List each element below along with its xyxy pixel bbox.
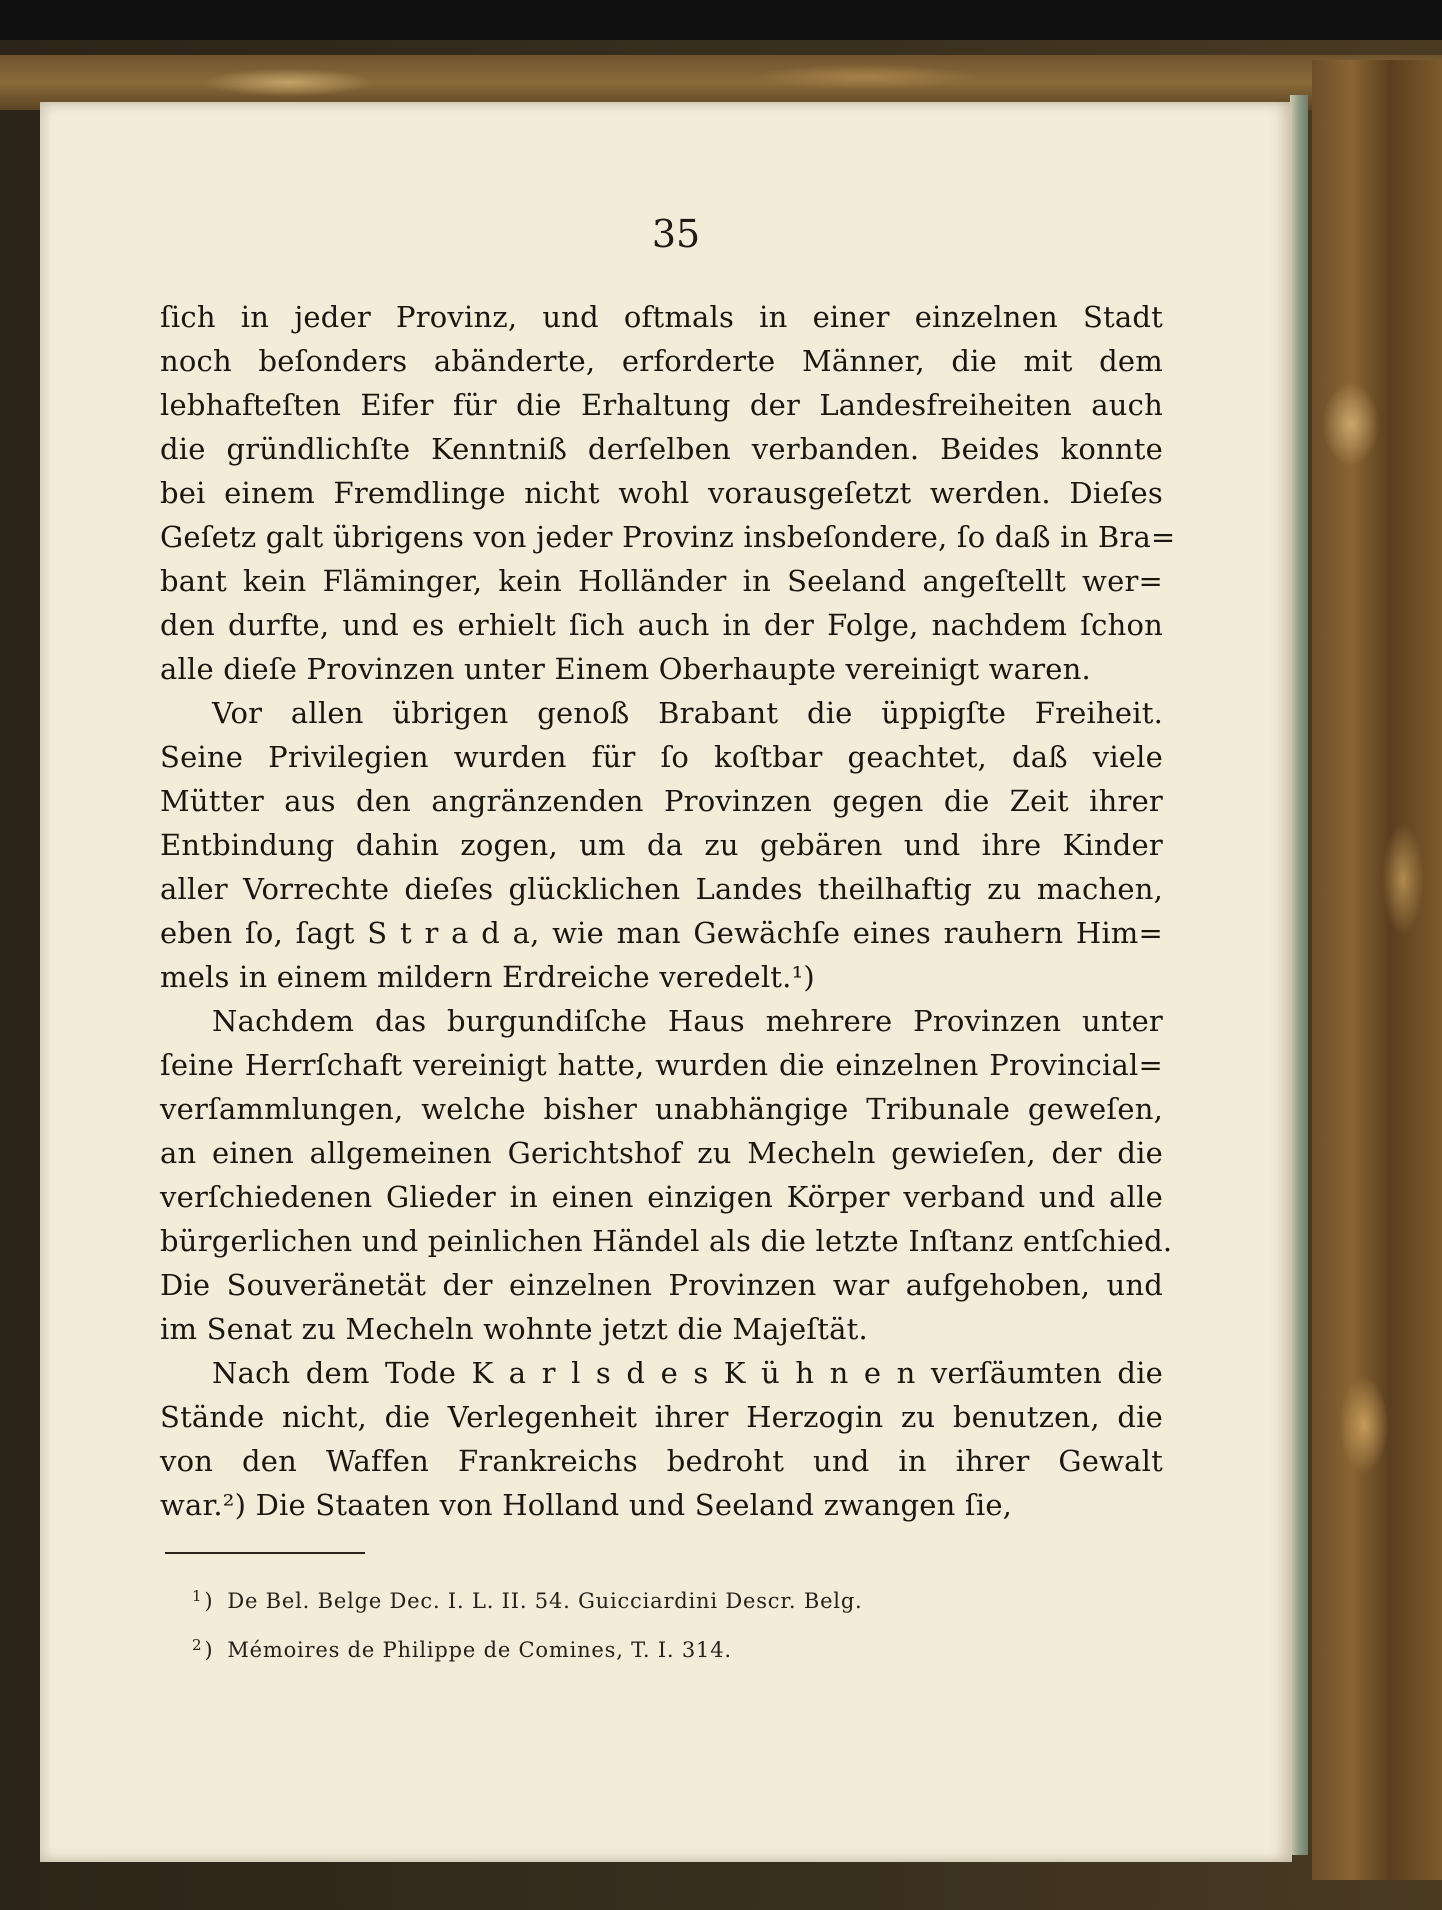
body-text [160, 295, 1176, 1527]
text-line: mels in einem mildern Erdreiche veredelt.¹) [160, 960, 815, 994]
paragraph [160, 295, 1176, 691]
text-line: ſich in jeder Provinz, und oftmals in einer einzelnen Stadt [160, 300, 1163, 334]
text-line: aller Vorrechte dieſes glücklichen Landes theilhaftig zu machen, [160, 872, 1163, 906]
text-line: Seine Privilegien wurden für ſo koſtbar geachtet, daß viele [160, 740, 1163, 774]
text-line: Stände nicht, die Verlegenheit ihrer Herzogin zu benutzen, die [160, 1400, 1163, 1434]
footnote-mark: 2 [192, 1636, 203, 1654]
text-line: den durfte, und es erhielt ſich auch in der Folge, nachdem ſchon [160, 608, 1163, 642]
book-board-right [1312, 60, 1442, 1880]
text-line: im Senat zu Mecheln wohnte jetzt die Majeſtät. [160, 1312, 868, 1346]
paragraph [160, 999, 1173, 1351]
page-number: 35 [651, 212, 701, 256]
text-line: bant kein Fläminger, kein Holländer in Seeland angeſtellt wer= [160, 564, 1163, 598]
footnote-text: De Bel. Belge Dec. I. L. II. 54. Guicciardini Descr. Belg. [227, 1589, 863, 1613]
text-line: war.²) Die Staaten von Holland und Seeland zwangen ſie, [160, 1488, 1013, 1522]
text-line: an einen allgemeinen Gerichtshof zu Mecheln gewieſen, der die [160, 1136, 1163, 1170]
text-line: Die Souveränetät der einzelnen Provinzen war aufgehoben, und [160, 1268, 1163, 1302]
text-line: noch beſonders abänderte, erforderte Männer, die mit dem [160, 344, 1163, 378]
text-line: Nach dem Tode K a r l s d e s K ü h n e n verſäumten die [212, 1356, 1163, 1390]
page-edges [1290, 95, 1308, 1855]
footnotes [192, 1574, 1092, 1672]
paragraph [160, 691, 1163, 999]
text-line: ſeine Herrſchaft vereinigt hatte, wurden die einzelnen Provincial= [160, 1048, 1163, 1082]
footnote-divider [165, 1552, 365, 1554]
text-line: bürgerlichen und peinlichen Händel als die letzte Inſtanz entſchied. [160, 1224, 1173, 1258]
text-line: verſchiedenen Glieder in einen einzigen Körper verband und alle [160, 1180, 1163, 1214]
footnote-1: $^1$) De Bel. Belge Dec. I. L. II. 54. Guicciardini Descr. Belg. [192, 1587, 863, 1613]
footnote-2: $^2$) Mémoires de Philippe de Comines, T. I. 314. [192, 1636, 732, 1662]
footnote-text: Mémoires de Philippe de Comines, T. I. 314. [227, 1638, 732, 1662]
book-page [40, 102, 1292, 1862]
paragraph [160, 1351, 1163, 1527]
text-line: Geſetz galt übrigens von jeder Provinz insbeſondere, ſo daß in Bra= [160, 520, 1176, 554]
text-line: Nachdem das burgundiſche Haus mehrere Provinzen unter [212, 1004, 1163, 1038]
text-line: Entbindung dahin zogen, um da zu gebären und ihre Kinder [160, 828, 1163, 862]
text-line: alle dieſe Provinzen unter Einem Oberhaupte vereinigt waren. [160, 652, 1091, 686]
text-line: eben ſo, ſagt S t r a d a, wie man Gewächſe eines rauhern Him= [160, 916, 1163, 950]
text-line: von den Waffen Frankreichs bedroht und in ihrer Gewalt [160, 1444, 1163, 1478]
text-line: bei einem Fremdlinge nicht wohl vorausgeſetzt werden. Dieſes [160, 476, 1163, 510]
text-line: verſammlungen, welche bisher unabhängige Tribunale geweſen, [160, 1092, 1163, 1126]
footnote-mark: 1 [192, 1587, 203, 1605]
text-line: lebhafteſten Eifer für die Erhaltung der Landesfreiheiten auch [160, 388, 1163, 422]
text-line: die gründlichſte Kenntniß derſelben verbanden. Beides konnte [160, 432, 1163, 466]
text-line: Vor allen übrigen genoß Brabant die üppigſte Freiheit. [212, 696, 1163, 730]
text-line: Mütter aus den angränzenden Provinzen gegen die Zeit ihrer [160, 784, 1163, 818]
